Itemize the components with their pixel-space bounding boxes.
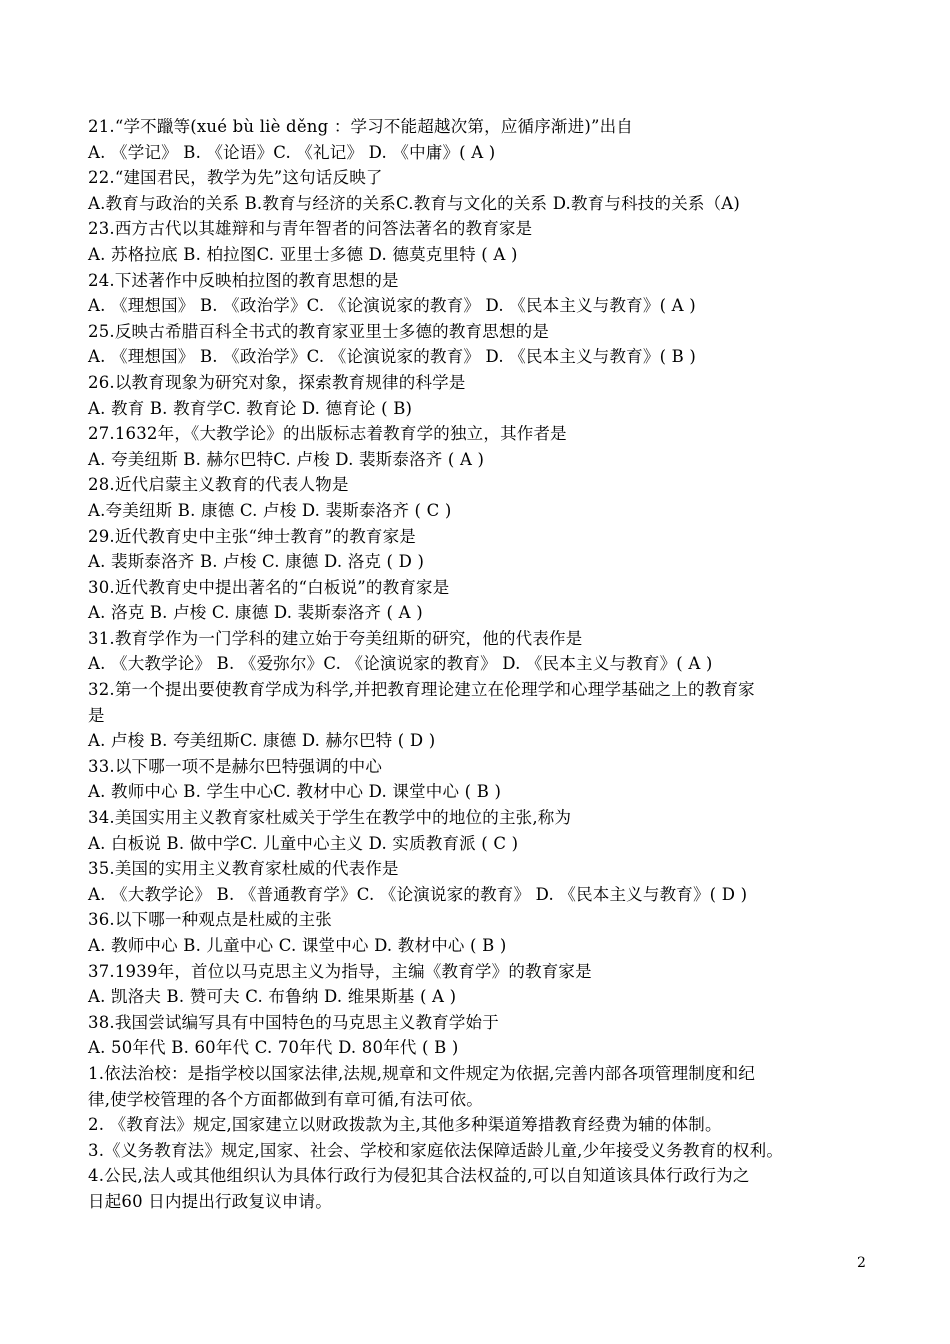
text-line: A. 教育 B. 教育学C. 教育论 D. 德育论 ( B) bbox=[88, 398, 413, 418]
text-line: A.教育与政治的关系 B.教育与经济的关系C.教育与文化的关系 D.教育与科技的关系（A) bbox=[88, 193, 741, 213]
text-line: 37.1939年，首位以马克思主义为指导，主编《教育学》的教育家是 bbox=[88, 961, 592, 981]
text-line: A. 教师中心 B. 学生中心C. 教材中心 D. 课堂中心 ( B ) bbox=[88, 782, 502, 802]
text-line: 21.“学不躐等(xué bù liè děng ：学习不能超越次第，应循序渐进)”出自 bbox=[88, 117, 633, 136]
text-line: 26.以教育现象为研究对象，探索教育规律的科学是 bbox=[88, 372, 466, 392]
text-line: A. 卢梭 B. 夸美纽斯C. 康德 D. 赫尔巴特 ( D ) bbox=[88, 731, 436, 751]
text-line: A. 裴斯泰洛齐 B. 卢梭 C. 康德 D. 洛克 ( D ) bbox=[88, 552, 425, 572]
text-line: 36.以下哪一种观点是杜威的主张 bbox=[88, 910, 332, 930]
text-line: A. 《大教学论》 B. 《爱弥尔》C. 《论演说家的教育》 D. 《民本主义与教育》( A ) bbox=[88, 654, 713, 674]
text-line: 23.西方古代以其雄辩和与青年智者的问答法著名的教育家是 bbox=[88, 219, 533, 239]
text-line: 是 bbox=[88, 705, 105, 725]
text-line: 24.下述著作中反映柏拉图的教育思想的是 bbox=[88, 270, 399, 290]
text-line: 3.《义务教育法》规定,国家、社会、学校和家庭依法保障适龄儿童,少年接受义务教育的权利。 bbox=[88, 1140, 784, 1160]
text-line: 2. 《教育法》规定,国家建立以财政拨款为主,其他多种渠道筹措教育经费为辅的体制。 bbox=[88, 1115, 722, 1135]
text-line: A. 《大教学论》 B. 《普通教育学》C. 《论演说家的教育》 D. 《民本主义与教育》( D ) bbox=[88, 884, 748, 904]
text-line: A. 凯洛夫 B. 赞可夫 C. 布鲁纳 D. 维果斯基 ( A ) bbox=[88, 987, 457, 1007]
page-number: 2 bbox=[857, 1255, 866, 1271]
text-line: A. 《理想国》 B. 《政治学》C. 《论演说家的教育》 D. 《民本主义与教育》( B ) bbox=[88, 347, 697, 367]
text-line: A.夸美纽斯 B. 康德 C. 卢梭 D. 裴斯泰洛齐 ( C ) bbox=[88, 500, 452, 520]
text-line: 31.教育学作为一门学科的建立始于夸美纽斯的研究，他的代表作是 bbox=[88, 628, 583, 648]
text-line: 1.依法治校：是指学校以国家法律,法规,规章和文件规定为依据,完善内部各项管理制度和纪 bbox=[88, 1063, 756, 1083]
text-line: 30.近代教育史中提出著名的“白板说”的教育家是 bbox=[88, 577, 450, 597]
text-line: A. 苏格拉底 B. 柏拉图C. 亚里士多德 D. 德莫克里特 ( A ) bbox=[88, 244, 518, 264]
text-line: 32.第一个提出要使教育学成为科学,并把教育理论建立在伦理学和心理学基础之上的教育家 bbox=[88, 680, 755, 700]
text-line: 38.我国尝试编写具有中国特色的马克思主义教育学始于 bbox=[88, 1012, 499, 1032]
text-line: 34.美国实用主义教育家杜威关于学生在教学中的地位的主张,称为 bbox=[88, 808, 572, 828]
text-line: 4.公民,法人或其他组织认为具体行政行为侵犯其合法权益的,可以自知道该具体行政行为之 bbox=[88, 1166, 750, 1186]
text-line: 22.“建国君民，教学为先”这句话反映了 bbox=[88, 168, 383, 188]
text-line: A. 《理想国》 B. 《政治学》C. 《论演说家的教育》 D. 《民本主义与教育》( A ) bbox=[88, 296, 696, 316]
text-line: A. 《学记》 B. 《论语》C. 《礼记》 D. 《中庸》( A ) bbox=[88, 142, 496, 162]
text-line: 日起60 日内提出行政复议申请。 bbox=[88, 1191, 332, 1211]
text-line: 25.反映古希腊百科全书式的教育家亚里士多德的教育思想的是 bbox=[88, 321, 550, 341]
text-line: A. 白板说 B. 做中学C. 儿童中心主义 D. 实质教育派 ( C ) bbox=[88, 833, 519, 853]
document-body bbox=[88, 114, 878, 1215]
text-line: 律,使学校管理的各个方面都做到有章可循,有法可依。 bbox=[88, 1089, 483, 1109]
text-line: A. 教师中心 B. 儿童中心 C. 课堂中心 D. 教材中心 ( B ) bbox=[88, 936, 507, 955]
text-line: 35.美国的实用主义教育家杜威的代表作是 bbox=[88, 859, 399, 879]
text-line: A. 50年代 B. 60年代 C. 70年代 D. 80年代 ( B ) bbox=[88, 1038, 459, 1058]
text-line: A. 洛克 B. 卢梭 C. 康德 D. 裴斯泰洛齐 ( A ) bbox=[88, 603, 423, 623]
text-line: A. 夸美纽斯 B. 赫尔巴特C. 卢梭 D. 裴斯泰洛齐 ( A ) bbox=[88, 449, 485, 469]
text-line: 28.近代启蒙主义教育的代表人物是 bbox=[88, 475, 349, 495]
text-line: 27.1632年，《大教学论》的出版标志着教育学的独立，其作者是 bbox=[88, 424, 567, 444]
text-line: 29.近代教育史中主张“绅士教育”的教育家是 bbox=[88, 526, 417, 546]
text-line: 33.以下哪一项不是赫尔巴特强调的中心 bbox=[88, 756, 383, 776]
